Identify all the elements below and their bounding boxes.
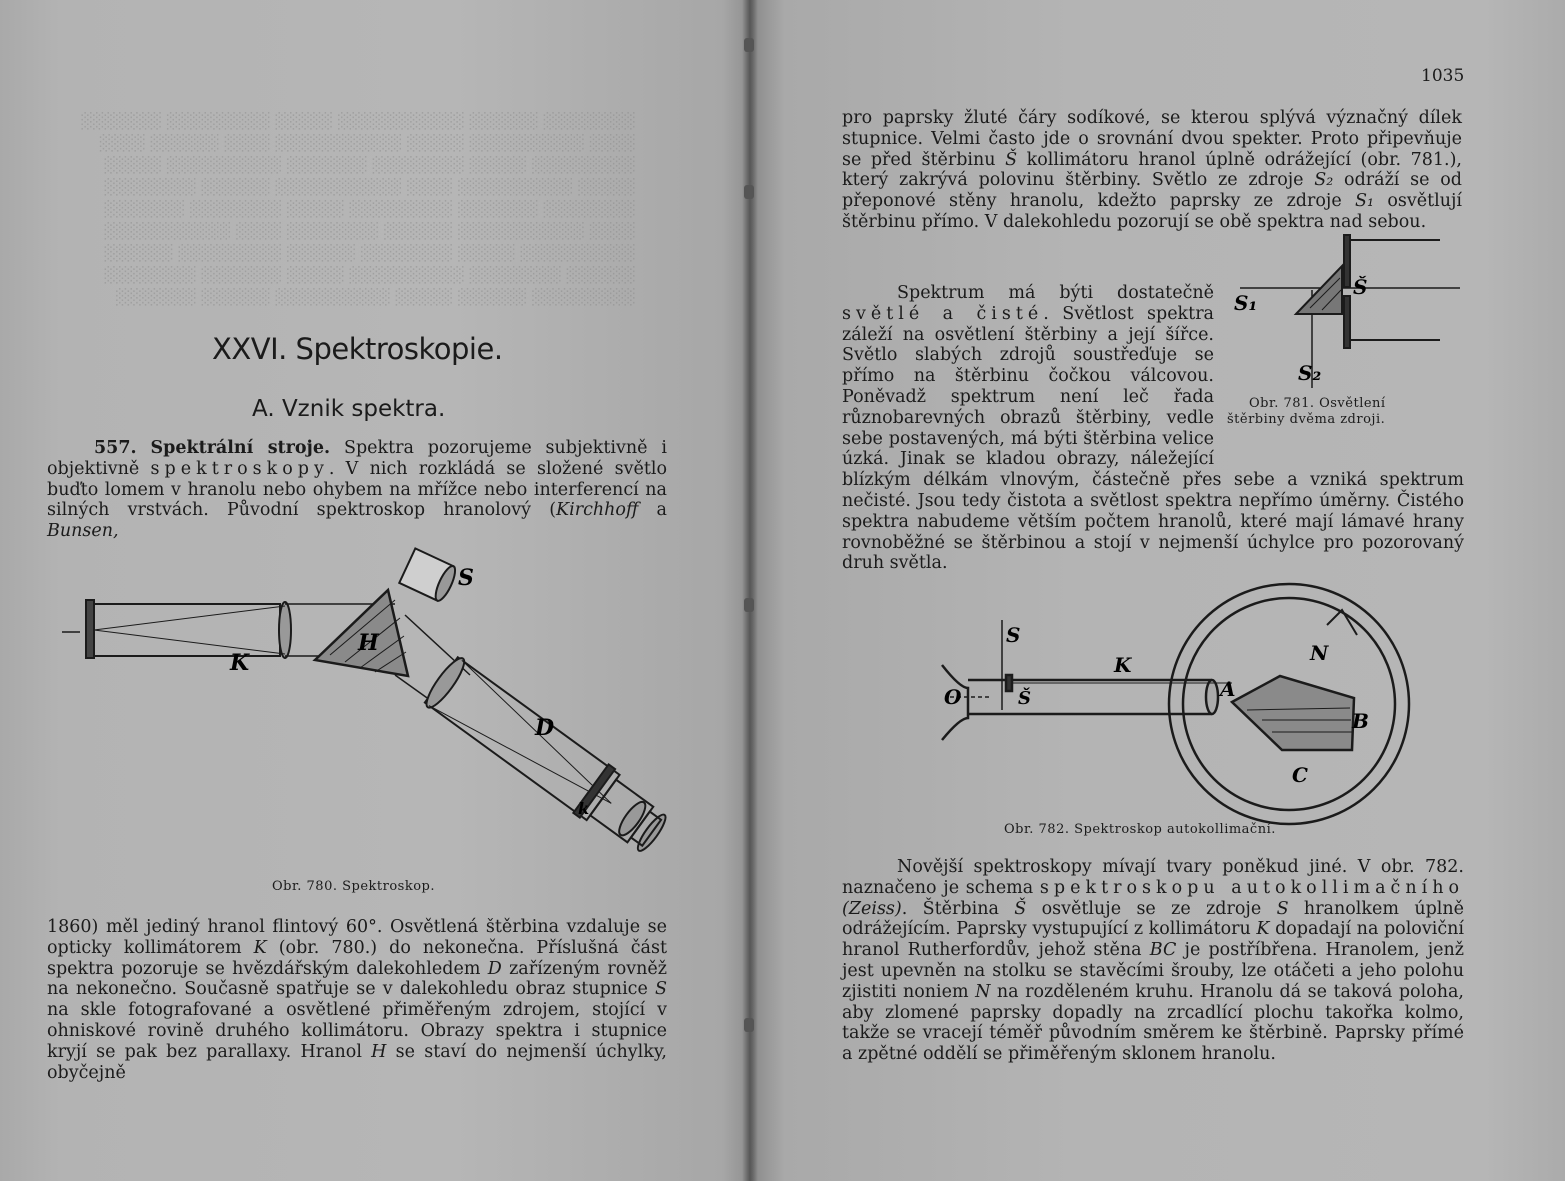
chapter-title: XXVI. Spektroskopie. bbox=[212, 332, 503, 366]
label-D: D bbox=[535, 715, 555, 741]
spaced-term: světlé a čisté bbox=[842, 303, 1044, 324]
section-heading: Spektrální stroje. bbox=[150, 438, 331, 458]
paragraph-purity: Spektrum má býti dostatečně světlé a čisté. Světlost spektra záleží na osvětlení štěrbiny a její šířce. Světlo slabých zdrojů soustřeďuje se přímo na štěrbinu čočkou válcovou. Poněvadž spektrum není leč řada různobarevných obrazů štěrbiny, vedle sebe postavených, má býti štěrbina velice úzká. Jinak se kladou obrazy, náležející blízkým délkám vlnovým, částečně přes sebe a vzniká spektrum nečisté. Jsou tedy čistota a světlost spektra nepřímo úměrny. Čistého spektra nabudeme větším počtem hranolů, které mají lámavé hrany rovnoběžné se štěrbinou a stojí v nejmenší úchylce pro pozorovaný druh světla. bbox=[842, 283, 1464, 574]
section-title: A. Vznik spektra. bbox=[252, 396, 446, 422]
label-B: B bbox=[1352, 709, 1369, 733]
binding-stitch bbox=[744, 38, 754, 52]
label-k: k bbox=[578, 799, 590, 818]
label-K: K bbox=[230, 650, 250, 676]
label-N: N bbox=[1310, 641, 1329, 665]
figure-782-autocollimating bbox=[932, 580, 1552, 830]
figure-782-caption: Obr. 782. Spektroskop autokollimační. bbox=[1004, 822, 1276, 837]
label-S: S bbox=[458, 565, 474, 591]
left-page bbox=[0, 0, 752, 1181]
paragraph-557: 557. Spektrální stroje. Spektra pozorujeme subjektivně i objektivně spektroskopy. V nich rozkládá se složené světlo buďto lomem v hranolu nebo ohybem na mřížce nebo interferencí na silných vrstvách. Původní spektroskop hranolový (Kirchhoff a Bunsen, bbox=[47, 438, 668, 542]
binding-stitch bbox=[744, 185, 754, 199]
label-slit: Š bbox=[1353, 275, 1368, 299]
page-number: 1035 bbox=[1421, 66, 1465, 86]
label-slit: Š bbox=[1018, 688, 1031, 709]
binding-stitch bbox=[744, 598, 754, 612]
label-H: H bbox=[358, 630, 379, 656]
label-C: C bbox=[1292, 763, 1308, 787]
label-O: O bbox=[944, 685, 962, 709]
bleed-through-text: ░░░░░░░░ ░░░░░░ ░░░░░░░░░░░ ░░░░░ ░░░░░░░░░ ░░░░░░░ ░░░░ ░░░░░░░░░░ ░░░░░ ░░░░░░░░░░░ ░░░░ ░░░░░░ ░░░░ ░░░░░░░░░ ░░░░░ ░░░░░░░░ ░░░░░░░ ░░░░░░░░░░ ░░░░░ ░░░░░ ░░░░░░░░░░ ░░░░ ░░░░░░░░░░░ ░░░░░░ ░░░░░░░░ ░░░░░░░░ ░░░░░░░ ░░░░░░░░░ ░░░░░ ░░░░░░░░ ░░░░░░░ ░░░░ ░░░░░░░░░░░ ░░░░░░ ░░░░░░░░ ░░░░ ░░░░░░░░░░░ ░░░░░░░░░░ ░░░░░ ░░░░░░░░ ░░░░░░ ░░░░░░░░░ ░░░░░░ ░░░░░░ ░░░░░░░░ ░░░░░░░░░░ ░░░░░ ░░░░░░░ ░░░░░░░░ ░░░░░░░░░ ░░░░░░ ░░░░░ ░░░░░░░░░░ ░░░░░░ ░░░░░░░ bbox=[80, 112, 635, 306]
right-page bbox=[752, 0, 1565, 1181]
figure-781-caption-line1: Obr. 781. Osvětlení bbox=[1249, 396, 1386, 411]
paragraph-autocollimating: Novější spektroskopy mívají tvary poněkud jiné. V obr. 782. naznačeno je schema spektroskopu autokollimačního (Zeiss). Štěrbina Š osvětluje se ze zdroje S hranolkem úplně odrážejícím. Paprsky vystupující z kollimátoru K dopadají na poloviční hranol Rutherfordův, jehož stěna BC je postříbřena. Hranolem, jenž jest upevněn na stolku se stavěcími šrouby, lze otáčeti a jeho polohu zjistiti noniem N na rozděleném kruhu. Hranolu dá se taková poloha, aby zlomené paprsky dopadly na zrcadlící plochu takořka kolmo, takže se vracejí téměř původním směrem ke štěrbině. Paprsky přímé a zpětné oddělí se přiměřeným sklonem hranolu. bbox=[842, 857, 1465, 1065]
spaced-term: spektroskopy bbox=[150, 458, 329, 479]
label-K: K bbox=[1114, 653, 1132, 677]
binding-stitch bbox=[744, 1018, 754, 1032]
label-S: S bbox=[1006, 623, 1021, 647]
figure-780-caption: Obr. 780. Spektroskop. bbox=[272, 879, 436, 894]
figure-780-spectroscope bbox=[0, 540, 752, 900]
spaced-term: spektroskopu autokollimačního bbox=[1039, 877, 1464, 898]
label-A: A bbox=[1220, 677, 1236, 701]
label-S2: S₂ bbox=[1298, 361, 1322, 385]
figure-781-caption-line2: štěrbiny dvěma zdroji. bbox=[1227, 412, 1386, 427]
section-number: 557. bbox=[94, 438, 137, 458]
paragraph-prism: 1860) měl jediný hranol flintový 60°. Osvětlená štěrbina vzdaluje se opticky kollimátorem K (obr. 780.) do nekonečna. Příslušná část spektra pozoruje se hvězdářským dalekohledem D zařízeným rovněž na nekonečno. Současně spatřuje se v dalekohledu obraz stupnice S na skle fotografované a osvětlené přiměřeným zdrojem, stojící v ohniskové rovině druhého kollimátoru. Obrazy spektra i stupnice kryjí se pak bez parallaxy. Hranol H se staví do nejmenší úchylky, obyčejně bbox=[47, 917, 667, 1083]
book-gutter bbox=[742, 0, 758, 1181]
paragraph-comparison-top: pro paprsky žluté čáry sodíkové, se kterou splývá význačný dílek stupnice. Velmi často jde o srovnání dvou spekter. Proto připevňuje se před štěrbinu Š kollimátoru hranol úplně odrážející (obr. 781.), který zakrývá polovinu štěrbiny. Světlo ze zdroje S₂ odráží se od přeponové stěny hranolu, kdežto paprsky ze zdroje S₁ osvětlují štěrbinu přímo. V dalekohledu pozorují se obě spektra nad sebou. bbox=[842, 108, 1463, 232]
label-S1: S₁ bbox=[1234, 291, 1258, 315]
